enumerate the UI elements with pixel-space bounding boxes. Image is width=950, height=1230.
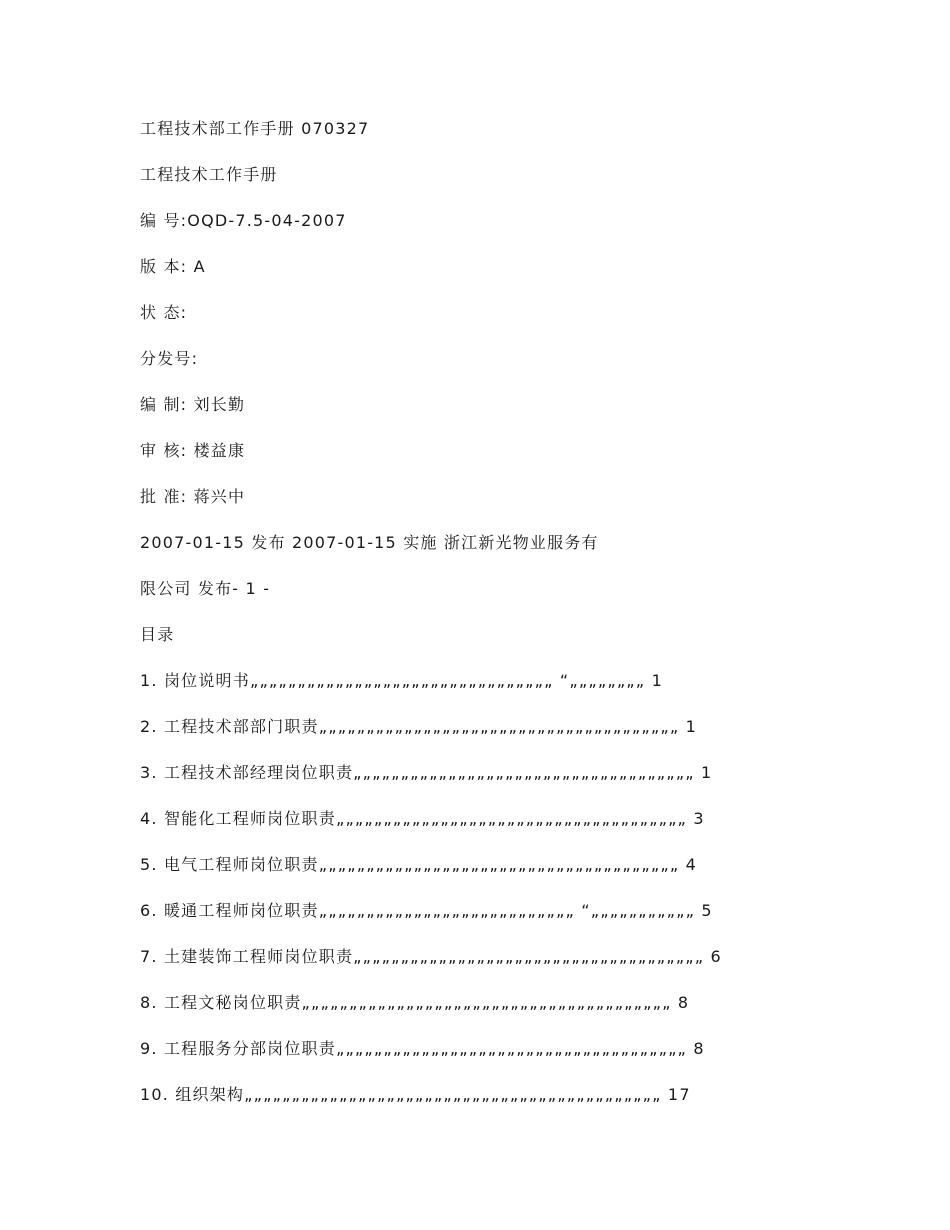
toc-entry[interactable]: 7. 土建装饰工程师岗位职责„„„„„„„„„„„„„„„„„„„„„„„„„„„„„„„„„„„„„ 6 xyxy=(140,947,722,966)
toc-entry[interactable]: 1. 岗位说明书„„„„„„„„„„„„„„„„„„„„„„„„„„„„„„„„ “„„„„„„„„ 1 xyxy=(140,671,663,690)
toc-entry[interactable]: 5. 电气工程师岗位职责„„„„„„„„„„„„„„„„„„„„„„„„„„„„„„„„„„„„„„ 4 xyxy=(140,855,698,874)
toc-entry[interactable]: 3. 工程技术部经理岗位职责„„„„„„„„„„„„„„„„„„„„„„„„„„„„„„„„„„„„ 1 xyxy=(140,763,713,782)
toc-entry[interactable]: 4. 智能化工程师岗位职责„„„„„„„„„„„„„„„„„„„„„„„„„„„„„„„„„„„„„ 3 xyxy=(140,809,705,828)
doc-reviewed-by: 审 核: 楼益康 xyxy=(140,441,246,460)
doc-distribution-number: 分发号: xyxy=(140,349,199,368)
toc-entry[interactable]: 10. 组织架构„„„„„„„„„„„„„„„„„„„„„„„„„„„„„„„„„„„„„„„„„„„„ 17 xyxy=(140,1085,691,1104)
document-page xyxy=(140,118,900,1130)
toc-entry[interactable]: 8. 工程文秘岗位职责„„„„„„„„„„„„„„„„„„„„„„„„„„„„„„„„„„„„„„„ 8 xyxy=(140,993,690,1012)
doc-prepared-by: 编 制: 刘长勤 xyxy=(140,395,246,414)
toc-heading: 目录 xyxy=(140,625,175,644)
doc-approved-by: 批 准: 蒋兴中 xyxy=(140,487,246,506)
document-subtitle: 工程技术工作手册 xyxy=(140,165,278,184)
toc-entry[interactable]: 6. 暖通工程师岗位职责„„„„„„„„„„„„„„„„„„„„„„„„„„„ “„„„„„„„„„„„ 5 xyxy=(140,901,713,920)
toc-entry[interactable]: 9. 工程服务分部岗位职责„„„„„„„„„„„„„„„„„„„„„„„„„„„„„„„„„„„„„ 8 xyxy=(140,1039,705,1058)
toc-entry[interactable]: 2. 工程技术部部门职责„„„„„„„„„„„„„„„„„„„„„„„„„„„„„„„„„„„„„„ 1 xyxy=(140,717,698,736)
doc-release-line-continued: 限公司 发布- 1 - xyxy=(140,579,271,598)
document-title: 工程技术部工作手册 070327 xyxy=(140,119,370,138)
doc-number: 编 号:OQD-7.5-04-2007 xyxy=(140,211,347,230)
doc-status: 状 态: xyxy=(140,303,188,322)
doc-release-line: 2007-01-15 发布 2007-01-15 实施 浙江新光物业服务有 xyxy=(140,533,599,552)
doc-version: 版 本: A xyxy=(140,257,206,276)
